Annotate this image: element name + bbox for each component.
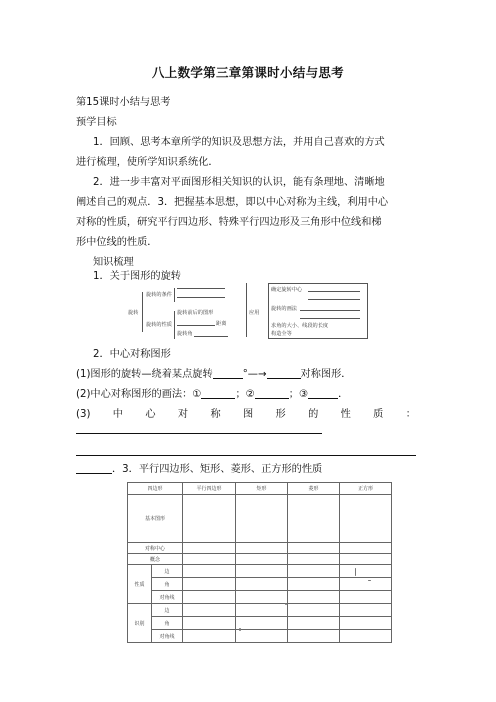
question-2 <box>76 385 418 405</box>
method-blank-2 <box>300 318 360 319</box>
row-label: 角 <box>152 578 183 591</box>
q3-char: 称 <box>210 409 221 420</box>
table-cell[interactable] <box>340 554 392 565</box>
table-row <box>128 604 392 617</box>
distance-blank <box>177 325 215 326</box>
table-cell[interactable] <box>340 630 392 643</box>
table-row <box>128 495 392 543</box>
scan-speck <box>355 568 356 576</box>
q3-char: (3) <box>76 409 91 420</box>
table-row <box>128 591 392 604</box>
table-cell[interactable] <box>183 554 236 565</box>
goal-2-line-4: 形中位线的性质． <box>76 237 158 248</box>
q3-answer-blank-3[interactable] <box>76 461 112 474</box>
root-brace <box>142 292 143 332</box>
goal-2-line-1: 2．进一步丰富对平面图形相关知识的认识，能有条理地、清晰地 <box>93 177 385 188</box>
q1-blank-angle[interactable] <box>213 366 243 379</box>
scan-speck <box>239 628 241 631</box>
question-3 <box>76 405 416 425</box>
table-header-row <box>128 483 392 495</box>
table-cell[interactable] <box>183 578 236 591</box>
q3-char: 的 <box>308 409 319 420</box>
knowledge-heading: 知识梳理 <box>93 257 134 268</box>
table-row <box>128 630 392 643</box>
method-blank <box>300 310 360 311</box>
table-row <box>128 543 392 554</box>
row-label: 角 <box>152 617 183 630</box>
goal-1-line-2: 进行梳理，使所学知识系统化． <box>76 157 219 168</box>
angle-blank <box>194 336 228 337</box>
q2-blank-3[interactable] <box>308 386 338 399</box>
q3-char: 对 <box>177 409 189 420</box>
table-cell[interactable] <box>288 604 340 617</box>
table-cell[interactable] <box>183 604 236 617</box>
preview-heading: 预学目标 <box>76 117 117 128</box>
q2-step-2: ；② <box>235 389 255 400</box>
rotation-diagram <box>128 283 368 341</box>
table-row <box>128 554 392 565</box>
table-cell[interactable] <box>288 617 340 630</box>
table-header: 四边形 <box>128 483 183 495</box>
table-row <box>128 617 392 630</box>
table-cell[interactable] <box>288 591 340 604</box>
q3-char: 图 <box>242 409 254 420</box>
table-cell[interactable] <box>183 617 236 630</box>
table-cell[interactable] <box>340 578 392 591</box>
row-label: 边 <box>152 565 183 578</box>
q1-middle: °—→ <box>242 369 267 380</box>
scan-speck <box>285 603 287 605</box>
q3-answer-line-1[interactable] <box>76 433 322 434</box>
table-cell[interactable] <box>236 617 288 630</box>
table-cell[interactable] <box>236 554 288 565</box>
q3-char: ： <box>405 409 416 420</box>
row-label: 基本图形 <box>128 495 183 543</box>
scan-speck <box>368 580 371 581</box>
table-header: 矩形 <box>236 483 288 495</box>
group-label: 识别 <box>128 604 152 643</box>
diagram-center-label: 确定旋转中心 <box>271 287 303 293</box>
property-brace <box>174 311 175 339</box>
table-cell[interactable] <box>236 543 288 554</box>
table-cell[interactable] <box>288 554 340 565</box>
section-3-line <box>76 460 418 480</box>
table-row <box>128 565 392 578</box>
diagram-method-label: 旋转的画法 <box>271 306 297 312</box>
table-cell[interactable] <box>183 565 236 578</box>
condition-blank-1 <box>177 288 225 289</box>
table-cell[interactable] <box>288 495 340 543</box>
row-label: 对角线 <box>152 630 183 643</box>
lesson-title: 第15课时小结与思考 <box>76 97 171 108</box>
condition-blank-2 <box>177 297 225 298</box>
diagram-condition-label: 旋转的条件 <box>146 292 172 298</box>
table-cell[interactable] <box>236 565 288 578</box>
document-title: 八上数学第三章第课时小结与思考 <box>151 65 344 80</box>
q2-blank-2[interactable] <box>255 386 289 399</box>
table-cell[interactable] <box>340 565 392 578</box>
diagram-construct-label: 构造全等 <box>271 331 292 337</box>
table-cell[interactable] <box>340 591 392 604</box>
table-header: 平行四边形 <box>183 483 236 495</box>
diagram-distance-label: 距离 <box>216 321 227 327</box>
table-cell[interactable] <box>183 591 236 604</box>
diagram-property-label: 旋转的性质 <box>146 322 172 328</box>
row-label: 对角线 <box>152 591 183 604</box>
table-cell[interactable] <box>340 495 392 543</box>
table-cell[interactable] <box>236 630 288 643</box>
table-cell[interactable] <box>340 543 392 554</box>
q3-char: 中 <box>112 409 123 420</box>
table-header: 菱形 <box>288 483 340 495</box>
question-1 <box>76 365 418 385</box>
diagram-before-after-label: 旋转前后的图形 <box>177 310 214 316</box>
table-cell[interactable] <box>236 591 288 604</box>
center-blank <box>308 291 360 292</box>
diagram-root-label: 旋转 <box>128 310 139 316</box>
goal-2-line-3: 对称的性质，研究平行四边形、特殊平行四边形及三角形中位线和梯 <box>76 217 382 228</box>
q1-blank-type[interactable] <box>267 366 301 379</box>
center-blank-2 <box>308 299 360 300</box>
quadrilateral-table <box>127 482 392 643</box>
q2-end: ． <box>338 389 349 400</box>
section-3-heading: ．3．平行四边形、矩形、菱形、正方形的性质 <box>112 464 323 475</box>
q1-suffix: 对称图形． <box>300 369 352 380</box>
q3-char: 质 <box>373 409 384 420</box>
table-cell[interactable] <box>288 630 340 643</box>
table-cell[interactable] <box>183 543 236 554</box>
goal-2-line-2: 阐述自己的观点．3．把握基本思想，即以中心对称为主线，利用中心 <box>76 197 389 208</box>
q3-char: 心 <box>145 409 156 420</box>
table-cell[interactable] <box>236 495 288 543</box>
q3-char: 性 <box>340 409 351 420</box>
q3-answer-line-2[interactable] <box>76 455 416 456</box>
table-cell[interactable] <box>236 578 288 591</box>
diagram-solve-label: 求角的大小、线段的长度 <box>271 323 329 329</box>
section-2-heading: 2．中心对称图形 <box>93 349 171 360</box>
q2-blank-1[interactable] <box>201 386 235 399</box>
app-brace <box>246 283 247 337</box>
table-cell[interactable] <box>183 495 236 543</box>
table-cell[interactable] <box>288 565 340 578</box>
q3-char: 形 <box>275 409 286 420</box>
table-cell[interactable] <box>183 630 236 643</box>
table-cell[interactable] <box>340 604 392 617</box>
diagram-application-label: 应用 <box>249 310 260 316</box>
condition-brace <box>174 288 175 302</box>
q2-prefix: (2)中心对称图形的画法：① <box>76 389 202 400</box>
table-row <box>128 578 392 591</box>
row-label: 对称中心 <box>128 543 183 554</box>
row-label: 边 <box>152 604 183 617</box>
row-label: 概念 <box>128 554 183 565</box>
table-header: 正方形 <box>340 483 392 495</box>
table-cell[interactable] <box>288 578 340 591</box>
section-1-heading: 1．关于图形的旋转 <box>93 271 181 282</box>
q2-step-3: ；③ <box>288 389 309 400</box>
goal-1-line-1: 1．回顾、思考本章所学的知识及思想方法，并用自己喜欢的方式 <box>93 137 385 148</box>
table-cell[interactable] <box>236 604 288 617</box>
group-label: 性质 <box>128 565 152 604</box>
q1-prefix: (1)图形的旋转—绕着某点旋转 <box>76 369 213 380</box>
diagram-angle-label: 旋转角 <box>177 331 193 337</box>
table-cell[interactable] <box>340 617 392 630</box>
table-cell[interactable] <box>288 543 340 554</box>
